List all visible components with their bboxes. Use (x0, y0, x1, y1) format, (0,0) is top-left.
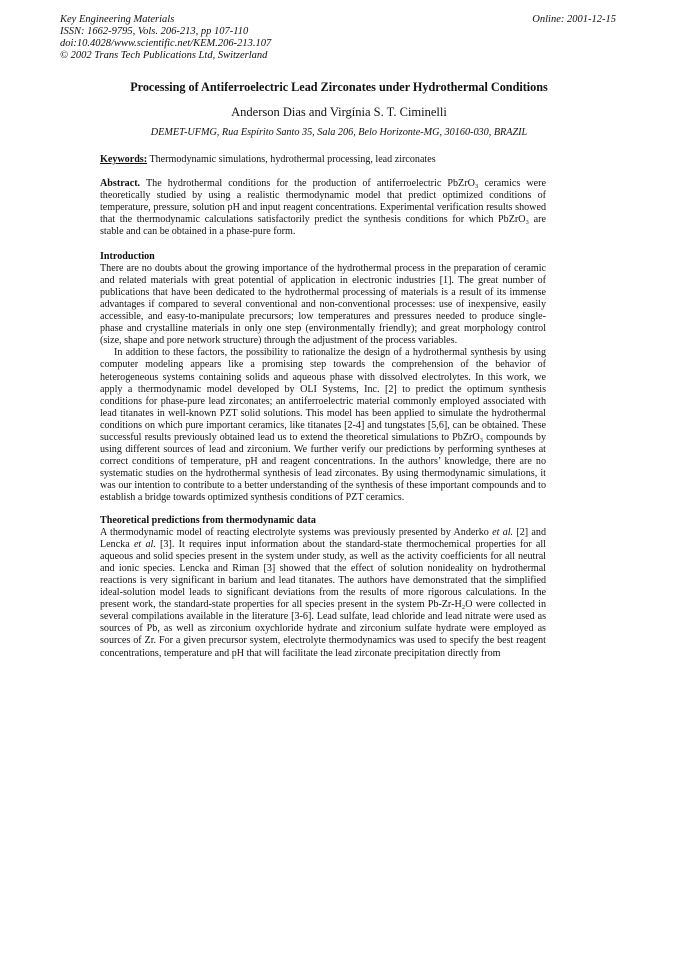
keywords-text: Thermodynamic simulations, hydrothermal processing, lead zirconates (147, 154, 436, 165)
keywords-label: Keywords: (100, 154, 148, 165)
introduction-heading: Introduction (100, 250, 155, 262)
doi-line: doi:10.4028/www.scientific.net/KEM.206-213.107 (60, 38, 272, 49)
et-al-2: et al. (133, 538, 156, 550)
theory-text-c: [3]. It requires input information about the standard-state thermochemical properties for all aqueous and solid species present in the system under study, as well as the activity coefficients for all neutral and ionic species. Lencka and Riman [3] showed that the effect of solution nonideality on hydrothermal reactions is very significant in barium and lead titanates. The authors have demonstrated that the simplified ideal-solution model leads to significant deviations from the results of more rigorous calculations. In the present work, the standard-state properties for all species present in the system Pb-Zr-H₂O were collected in several compilations available in the literature [3-6]. Lead sulfate, lead chloride and lead nitrate were used as sources of Pb, as well as zirconium oxychloride hydrate and zirconium sulfate hydrate were employed as sources of Zr. For a given precursor system, electrolyte thermodynamics was used to specify the best reagent concentrations, temperature and pH that will facilitate the lead zirconate precipitation directly from (100, 538, 546, 659)
et-al-1: et al. (492, 526, 514, 538)
paper-body (100, 154, 546, 660)
paper-title: Processing of Antiferroelectric Lead Zirconates under Hydrothermal Conditions (130, 80, 548, 94)
abstract-text: The hydrothermal conditions for the production of antiferroelectric PbZrO₃ ceramics were theoretically studied by using a realistic thermodynamic model that predict optimized conditions of temperature, pressure, solution pH and input reagent concentrations. Experimental verification results showed that the thermodynamic calculations satisfactorily predict the synthesis conditions for which PbZrO₃ are stable and can be obtained in a phase-pure form. (100, 178, 546, 238)
theory-text-b: [2] and Lencka (100, 526, 547, 550)
issn-line: ISSN: 1662-9795, Vols. 206-213, pp 107-110 (60, 26, 249, 37)
theory-heading: Theoretical predictions from thermodynamic data (100, 514, 316, 526)
theory-paragraph (100, 527, 546, 660)
journal-name: Key Engineering Materials (60, 14, 175, 25)
abstract-label: Abstract. (100, 178, 141, 190)
affiliation: DEMET-UFMG, Rua Espírito Santo 35, Sala 206, Belo Horizonte-MG, 30160-030, BRAZIL (150, 127, 528, 138)
authors: Anderson Dias and Virgínia S. T. Ciminelli (231, 105, 447, 119)
copyright-line: © 2002 Trans Tech Publications Ltd, Switzerland (60, 50, 268, 61)
intro-paragraph-1: There are no doubts about the growing importance of the hydrothermal process in the preparation of ceramic and related materials with great potential of application in electronic industries [1]. The great number of publications that have been dedicated to the hydrothermal processing of materials is a result of its immense advantages if compared to several conventional and non-conventional processes: use of inexpensive, easily accessible, and easy-to-manipulate precursors; low temperatures and pressures needed to produce single-phase and crystalline materials in only one step (environmentally friendly); and great morphology control (size, shape and pore network structure) through the adjustment of the process variables. (100, 262, 546, 347)
keywords (100, 154, 546, 166)
theory-text-a: A thermodynamic model of reacting electrolyte systems was previously presented by Anderko (100, 526, 493, 538)
intro-paragraph-2: In addition to these factors, the possibility to rationalize the design of a hydrothermal synthesis by using computer modeling appears like a promising step towards the comprehension of the behavior of heterogeneous systems containing solids and aqueous phase with dissolved electrolytes. In this work, we apply a thermodynamic model developed by OLI Systems, Inc. [2] to predict the optimum synthesis conditions for phase-pure lead zirconates; an antiferroelectric material commonly employed associated with lead titanates in well-known PZT solid solutions. This model has been applied to simulate the hydrothermal conditions on which pure important ceramics, like titanates [2-4] and tungstates [5,6], can be obtained. These successful results previously obtained lead us to extend the theoretical simulations to PbZrO₃ compounds by using different sources of lead and zirconium. We further verify our predictions by performing syntheses at correct conditions of temperature, pH and reagent concentrations. In the authors’ knowledge, there are no systematic studies on the hydrothermal synthesis of lead zirconates. By using thermodynamic simulations, it was our intention to contribute to a better understanding of the synthesis of these important compounds and to establish a bridge towards optimized synthesis conditions of PZT ceramics. (100, 347, 546, 504)
journal-header (60, 14, 271, 62)
abstract (100, 178, 546, 238)
online-date: Online: 2001-12-15 (532, 14, 616, 25)
